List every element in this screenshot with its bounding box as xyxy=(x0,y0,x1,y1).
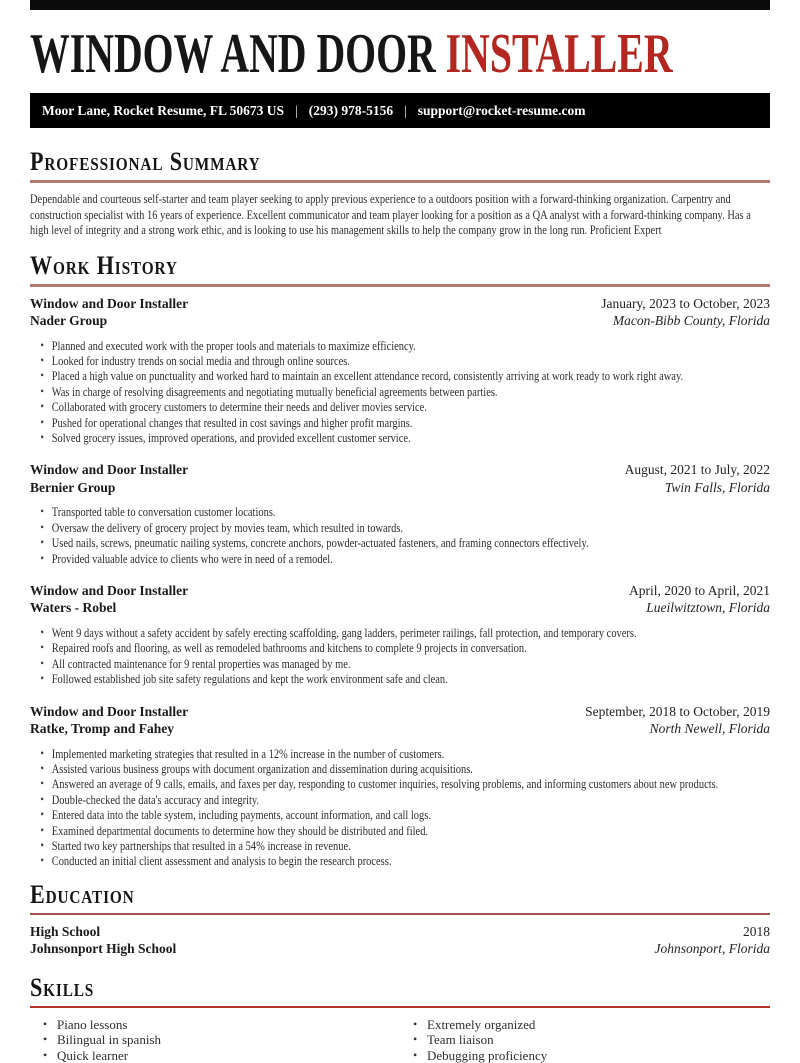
job-dates: April, 2020 to April, 2021 xyxy=(629,582,770,598)
summary-text: Dependable and courteous self-starter and team player seeking to apply previous experience to a outdoors position with a forward-thinking organization. Carpentry and construction specialist with 16 years of experience. Excellent communicator and team player looking for a position as a QA analyst with a forward-thinking company. Has a high level of integrity and a strong work ethic, and is looking to use his management skills to help the company grow in the long run. Proficient Expert xyxy=(30,191,751,237)
job-bullets xyxy=(30,504,770,566)
job-subheader-row xyxy=(30,479,770,497)
summary-rule xyxy=(30,180,770,183)
section-education xyxy=(30,881,770,958)
bullet-item: • Followed established job site safety regulations and kept the work environment safe and clean. xyxy=(30,671,770,686)
skills-heading: Skills xyxy=(30,972,95,1002)
contact-email: support@rocket-resume.com xyxy=(417,103,586,118)
skill-item: • Extremely organized xyxy=(400,1017,770,1032)
bullet-item: • Started two key partnerships that resulted in a 54% increase in revenue. xyxy=(30,838,770,853)
bullet-item: • Answered an average of 9 calls, emails, and faxes per day, responding to customer inquiries, resolving problems, and informing customers about new products. xyxy=(30,776,770,791)
education-location: Johnsonport, Florida xyxy=(654,941,770,957)
skills-columns xyxy=(30,1017,770,1063)
skill-item: • Bilingual in spanish xyxy=(30,1032,400,1047)
job-entry xyxy=(30,461,770,566)
skill-item: • Piano lessons xyxy=(30,1017,400,1032)
skills-column-left xyxy=(30,1017,400,1063)
job-subheader-row xyxy=(30,599,770,617)
bullet-item: • Looked for industry trends on social media and through online sources. xyxy=(30,353,770,368)
skills-column-right xyxy=(400,1017,770,1063)
bullet-item: • Entered data into the table system, including payments, account information, and call logs. xyxy=(30,807,770,822)
bullet-item: • Placed a high value on punctuality and worked hard to maintain an excellent attendance record, consistently arriving at work ready to work right away. xyxy=(30,368,770,383)
section-professional-summary xyxy=(30,148,770,238)
job-location: Twin Falls, Florida xyxy=(664,479,770,495)
bullet-item: • Transported table to conversation customer locations. xyxy=(30,504,770,519)
education-subheader-row xyxy=(30,940,770,958)
job-location: Lueilwitztown, Florida xyxy=(646,600,770,616)
bullet-item: • Double-checked the data's accuracy and integrity. xyxy=(30,792,770,807)
education-rule xyxy=(30,913,770,915)
bullet-item: • Used nails, screws, pneumatic nailing systems, concrete anchors, powder-actuated fasteners, and framing connectors effectively. xyxy=(30,535,770,550)
education-year: 2018 xyxy=(743,923,770,939)
job-bullets xyxy=(30,625,770,687)
bullet-item: • Went 9 days without a safety accident by safely erecting scaffolding, gang ladders, perimeter railings, fall protection, and temporary covers. xyxy=(30,625,770,640)
bullet-item: • Provided valuable advice to clients who were in need of a remodel. xyxy=(30,551,770,566)
title-primary: WINDOW AND DOOR xyxy=(30,23,436,85)
bullet-item: • Solved grocery issues, improved operations, and provided excellent customer service. xyxy=(30,430,770,445)
job-subheader-row xyxy=(30,312,770,330)
job-location: Macon-Bibb County, Florida xyxy=(612,313,770,328)
job-entry xyxy=(30,295,770,446)
bullet-item: • Assisted various business groups with document organization and dissemination during acquisitions. xyxy=(30,761,770,776)
job-header-row xyxy=(30,295,770,313)
summary-heading: Professional Summary xyxy=(30,147,261,176)
skills-rule xyxy=(30,1006,770,1008)
job-company: Nader Group xyxy=(30,313,108,328)
section-skills xyxy=(30,974,770,1063)
education-entry xyxy=(30,923,770,958)
title-accent: INSTALLER xyxy=(445,23,673,85)
bullet-item: • Examined departmental documents to determine how they should be distributed and filed. xyxy=(30,823,770,838)
bullet-item: • Pushed for operational changes that resulted in cost savings and higher profit margins. xyxy=(30,415,770,430)
job-dates: August, 2021 to July, 2022 xyxy=(624,462,770,478)
job-subheader-row xyxy=(30,720,770,738)
education-school: Johnsonport High School xyxy=(30,941,177,957)
contact-phone: (293) 978-5156 xyxy=(308,103,394,118)
skill-item: • Quick learner xyxy=(30,1048,400,1063)
job-header-row xyxy=(30,703,770,721)
job-header-row xyxy=(30,461,770,479)
job-title: Window and Door Installer xyxy=(30,582,189,598)
job-bullets xyxy=(30,338,770,446)
job-dates: January, 2023 to October, 2023 xyxy=(601,295,770,311)
job-company: Ratke, Tromp and Fahey xyxy=(30,721,175,737)
resume-title xyxy=(30,23,673,85)
contact-separator: | xyxy=(295,103,298,118)
bullet-item: • Was in charge of resolving disagreements and negotiating mutually beneficial agreements between parties. xyxy=(30,384,770,399)
job-entry xyxy=(30,703,770,869)
bullet-item: • Conducted an initial client assessment and analysis to begin the research process. xyxy=(30,853,770,868)
job-company: Bernier Group xyxy=(30,479,116,495)
job-title: Window and Door Installer xyxy=(30,295,189,311)
job-bullets xyxy=(30,746,770,869)
bullet-item: • Collaborated with grocery customers to determine their needs and deliver movies service. xyxy=(30,399,770,414)
job-header-row xyxy=(30,582,770,600)
skill-item: • Team liaison xyxy=(400,1032,770,1047)
resume-page xyxy=(0,25,800,1063)
bullet-item: • Implemented marketing strategies that resulted in a 12% increase in the number of customers. xyxy=(30,746,770,761)
contact-address: Moor Lane, Rocket Resume, FL 50673 US xyxy=(42,103,284,118)
job-company: Waters - Robel xyxy=(30,600,117,616)
education-degree: High School xyxy=(30,923,101,939)
bullet-item: • Planned and executed work with the proper tools and materials to maximize efficiency. xyxy=(30,338,770,353)
job-dates: September, 2018 to October, 2019 xyxy=(585,703,770,719)
job-location: North Newell, Florida xyxy=(649,721,770,737)
job-entry xyxy=(30,582,770,687)
bullet-item: • Repaired roofs and flooring, as well as remodeled bathrooms and kitchens to complete 9 projects in conversation. xyxy=(30,640,770,655)
bullet-item: • All contracted maintenance for 9 rental properties was managed by me. xyxy=(30,656,770,671)
contact-separator: | xyxy=(404,103,407,118)
job-title: Window and Door Installer xyxy=(30,462,189,478)
contact-bar xyxy=(30,93,770,128)
section-work-history xyxy=(30,252,770,869)
education-heading: Education xyxy=(30,879,135,909)
bullet-item: • Oversaw the delivery of grocery project by movies team, which resulted in towards. xyxy=(30,520,770,535)
job-title: Window and Door Installer xyxy=(30,703,189,719)
top-rule xyxy=(30,0,770,10)
skill-item: • Debugging proficiency xyxy=(400,1048,770,1063)
work-history-rule xyxy=(30,284,770,287)
work-history-heading: Work History xyxy=(30,250,178,280)
education-header-row xyxy=(30,923,770,941)
